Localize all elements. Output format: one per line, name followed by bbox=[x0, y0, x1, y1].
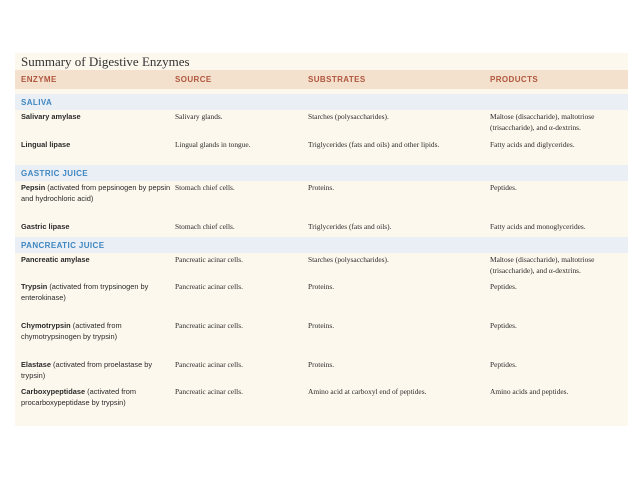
section-gastric-juice bbox=[15, 165, 628, 181]
cell-products: Peptides. bbox=[490, 183, 517, 192]
cell-products: Peptides. bbox=[490, 321, 517, 330]
section-pancreatic-juice bbox=[15, 237, 628, 253]
enzyme-name: Gastric lipase bbox=[21, 222, 70, 231]
section-label: SALIVA bbox=[21, 98, 53, 107]
enzyme-name: Pancreatic amylase bbox=[21, 255, 90, 264]
enzyme-note: (activated from procarboxypeptidase by trypsin) bbox=[21, 387, 137, 407]
cell-enzyme bbox=[21, 387, 171, 408]
enzyme-name: Trypsin bbox=[21, 282, 48, 291]
cell-enzyme bbox=[21, 222, 171, 233]
table-title: Summary of Digestive Enzymes bbox=[21, 54, 190, 69]
cell-enzyme bbox=[21, 183, 171, 204]
cell-source: Pancreatic acinar cells. bbox=[175, 321, 243, 330]
cell-source: Lingual glands in tongue. bbox=[175, 140, 251, 149]
cell-substrates: Proteins. bbox=[308, 282, 335, 291]
cell-substrates: Amino acid at carboxyl end of peptides. bbox=[308, 387, 427, 396]
cell-substrates: Starches (polysaccharides). bbox=[308, 255, 389, 264]
header-enzyme: ENZYME bbox=[21, 75, 57, 84]
cell-products: Fatty acids and monoglycerides. bbox=[490, 222, 586, 231]
cell-enzyme bbox=[21, 321, 171, 342]
cell-enzyme bbox=[21, 255, 171, 266]
enzyme-name: Pepsin bbox=[21, 183, 46, 192]
enzyme-note: (activated from chymotrypsinogen by trypsin) bbox=[21, 321, 122, 341]
table-header-row bbox=[15, 70, 628, 89]
header-substrates: SUBSTRATES bbox=[308, 75, 366, 84]
cell-source: Stomach chief cells. bbox=[175, 222, 235, 231]
section-label: PANCREATIC JUICE bbox=[21, 241, 105, 250]
enzyme-note: (activated from proelastase by trypsin) bbox=[21, 360, 153, 380]
cell-substrates: Triglycerides (fats and oils). bbox=[308, 222, 392, 231]
cell-enzyme bbox=[21, 282, 171, 303]
cell-substrates: Triglycerides (fats and oils) and other lipids. bbox=[308, 140, 440, 149]
cell-source: Pancreatic acinar cells. bbox=[175, 282, 243, 291]
enzyme-name: Lingual lipase bbox=[21, 140, 71, 149]
cell-source: Salivary glands. bbox=[175, 112, 223, 121]
enzyme-name: Elastase bbox=[21, 360, 51, 369]
header-source: SOURCE bbox=[175, 75, 212, 84]
enzyme-note: (activated from trypsinogen by enterokinase) bbox=[21, 282, 149, 302]
cell-products: Peptides. bbox=[490, 360, 517, 369]
section-saliva bbox=[15, 94, 628, 110]
cell-products: Maltose (disaccharide), maltotriose (trisaccharide), and α-dextrins. bbox=[490, 255, 595, 275]
cell-products: Peptides. bbox=[490, 282, 517, 291]
header-products: PRODUCTS bbox=[490, 75, 539, 84]
enzyme-note: (activated from pepsinogen by pepsin and hydrochloric acid) bbox=[21, 183, 171, 203]
cell-source: Pancreatic acinar cells. bbox=[175, 255, 243, 264]
cell-substrates: Proteins. bbox=[308, 321, 335, 330]
section-label: GASTRIC JUICE bbox=[21, 169, 88, 178]
enzyme-name: Carboxypeptidase bbox=[21, 387, 86, 396]
enzyme-name: Salivary amylase bbox=[21, 112, 81, 121]
cell-source: Pancreatic acinar cells. bbox=[175, 387, 243, 396]
cell-enzyme bbox=[21, 140, 171, 151]
cell-products: Maltose (disaccharide), maltotriose (trisaccharide), and α-dextrins. bbox=[490, 112, 595, 132]
cell-enzyme bbox=[21, 112, 171, 123]
cell-substrates: Proteins. bbox=[308, 183, 335, 192]
cell-enzyme bbox=[21, 360, 171, 381]
enzyme-name: Chymotrypsin bbox=[21, 321, 71, 330]
cell-substrates: Starches (polysaccharides). bbox=[308, 112, 389, 121]
cell-source: Pancreatic acinar cells. bbox=[175, 360, 243, 369]
cell-products: Fatty acids and diglycerides. bbox=[490, 140, 575, 149]
cell-source: Stomach chief cells. bbox=[175, 183, 235, 192]
cell-substrates: Proteins. bbox=[308, 360, 335, 369]
cell-products: Amino acids and peptides. bbox=[490, 387, 569, 396]
